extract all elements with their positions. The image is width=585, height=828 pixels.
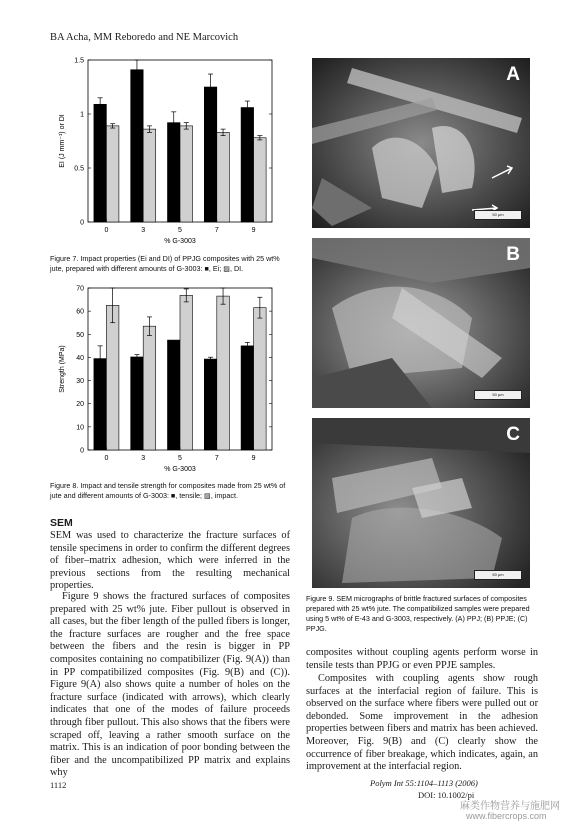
figure9-caption: Figure 9. SEM micrographs of brittle fractured surfaces of composites prepared with 25 wt% jute. The compatibilized samples were prepared using 5 wt% of E-43 and G-3003, respectively. (A) PPJ; (B) PPJE; (C) PPJG.: [306, 594, 530, 633]
fig8-ytick-label: 40: [76, 354, 84, 362]
fig8-ytick-label: 60: [76, 308, 84, 316]
running-header: BA Acha, MM Reboredo and NE Marcovich: [50, 32, 239, 43]
sem-paragraph-1: SEM was used to characterize the fracture surfaces of tensile specimens in order to confirm the different degrees of fiber–matrix adhesion, which were inferred in the previous sections from the resulting mechanical properties.: [50, 530, 290, 592]
fig7-bar-Ei: [94, 104, 107, 222]
fig8-ytick-label: 30: [76, 378, 84, 386]
fig8-ytick-label: 10: [76, 424, 84, 432]
fig7-ytick-label: 0.5: [74, 165, 84, 173]
fig8-bar-tensile: [167, 340, 180, 450]
figure7-chart: [50, 52, 290, 252]
sem-image-a: [312, 58, 530, 228]
sem-paragraph-2: Figure 9 shows the fractured surfaces of composites prepared with 25 wt% jute. Fiber pullout is observed in all cases, but the fiber length of the pulled fibers is longer, the fracture surfaces are rougher and the free space between the fibers and the resin is bigger in PP composites containing no compatibilizer (Fig. 9(A)) than in PP compatibilized composites (Fig. 9(B) and (C)). Figure 9(A) also shows quite a number of holes on the fracture surface (indicated with arrows), which clearly indicates that one of the modes of failure proceeds through fiber pullout. This also shows that the fibers were scraped off, leaving a rather smooth surface on the matrix. This is an indication of poor bonding between the fiber and the uncompatibilized PP matrix and explains why: [50, 591, 290, 779]
journal-citation: Polym Int 55:1104–1113 (2006): [370, 778, 478, 788]
fig8-bar-impact: [143, 326, 156, 450]
watermark-url: www.fibercrops.com: [466, 811, 547, 821]
fig7-bar-Ei: [204, 87, 217, 222]
sem-texture-b: [312, 238, 530, 408]
fig7-ytick-label: 1.5: [74, 57, 84, 65]
fig7-bar-DI: [254, 138, 267, 222]
page-number: 1112: [50, 780, 67, 790]
fig7-xlabel: % G-3003: [164, 238, 196, 245]
fig8-bar-impact: [254, 308, 267, 450]
fig7-bar-DI: [180, 126, 193, 222]
fig7-xtick-label: 0: [104, 227, 109, 234]
fig8-ytick-label: 50: [76, 331, 84, 339]
fig7-ytick-label: 0: [80, 219, 84, 227]
fig8-bar-impact: [180, 295, 193, 450]
fig8-xtick-label: 5: [178, 455, 182, 462]
fig8-xlabel: % G-3003: [164, 466, 196, 473]
sem-image-b: [312, 238, 530, 408]
fig7-ytick-label: 1: [80, 111, 84, 119]
fig8-bar-tensile: [131, 357, 144, 450]
fig7-bar-Ei: [241, 108, 254, 222]
scale-bar-c: 50 μm: [474, 570, 522, 580]
fig7-bar-DI: [217, 132, 230, 222]
panel-label-c: C: [506, 424, 520, 445]
right-paragraph-2: Composites with coupling agents show rough surfaces at the interfacial region of failure. This is observed on the surface where fibers were pulled out or debonded. Some improvement in the adhesion properties between fibers and matrix has been achieved. Moreover, Fig. 9(B) and (C) clearly show the occurrence of fiber breakage, which indicates, again, an improvement at the interfacial region.: [306, 673, 538, 773]
fig7-bar-Ei: [167, 123, 180, 222]
fig8-ytick-label: 70: [76, 285, 84, 293]
sem-texture-c: [312, 418, 530, 588]
figure8-chart: [50, 280, 290, 480]
right-paragraph-1: composites without coupling agents perform worse in tensile tests than PPJG or even PPJE samples.: [306, 647, 538, 671]
fig7-bar-Ei: [131, 70, 144, 222]
fig8-bar-impact: [106, 305, 119, 450]
fig8-xtick-label: 3: [141, 455, 146, 462]
fig8-ytick-label: 0: [80, 447, 84, 455]
figure8-caption: Figure 8. Impact and tensile strength for composites made from 25 wt% of jute and different amounts of G-3003: ■, tensile; ▨, impact.: [50, 481, 286, 500]
fig7-xtick-label: 3: [141, 227, 146, 234]
fig7-bar-DI: [106, 126, 119, 222]
sem-texture-a: [312, 58, 530, 228]
sem-image-c: [312, 418, 530, 588]
doi: DOI: 10.1002/pi: [418, 790, 475, 800]
fig7-xtick-label: 5: [178, 227, 182, 234]
panel-label-b: B: [506, 244, 520, 265]
fig8-ylabel: Strength (MPa): [59, 345, 66, 393]
watermark-text: 麻类作物营养与施肥网: [460, 801, 560, 812]
fig8-bar-tensile: [241, 346, 254, 450]
fig7-ylabel: EI (J mm⁻¹) or DI: [59, 114, 66, 168]
fig8-xtick-label: 9: [251, 455, 256, 462]
figure7-caption: Figure 7. Impact properties (Ei and DI) of PPJG composites with 25 wt% jute, prepared with different amounts of G-3003: ■, Ei; ▨, DI.: [50, 254, 280, 273]
fig7-xtick-label: 9: [251, 227, 256, 234]
fig7-bar-DI: [143, 129, 156, 222]
fig8-ytick-label: 20: [76, 401, 84, 409]
scale-bar-a: 50 μm: [474, 210, 522, 220]
fig8-xtick-label: 0: [104, 455, 109, 462]
scale-bar-b: 50 μm: [474, 390, 522, 400]
section-heading: SEM: [50, 517, 73, 529]
fig8-xtick-label: 7: [214, 455, 219, 462]
panel-label-a: A: [506, 64, 520, 85]
fig7-xtick-label: 7: [214, 227, 219, 234]
fig8-bar-tensile: [204, 359, 217, 450]
fig8-bar-tensile: [94, 359, 107, 450]
fig8-bar-impact: [217, 296, 230, 450]
